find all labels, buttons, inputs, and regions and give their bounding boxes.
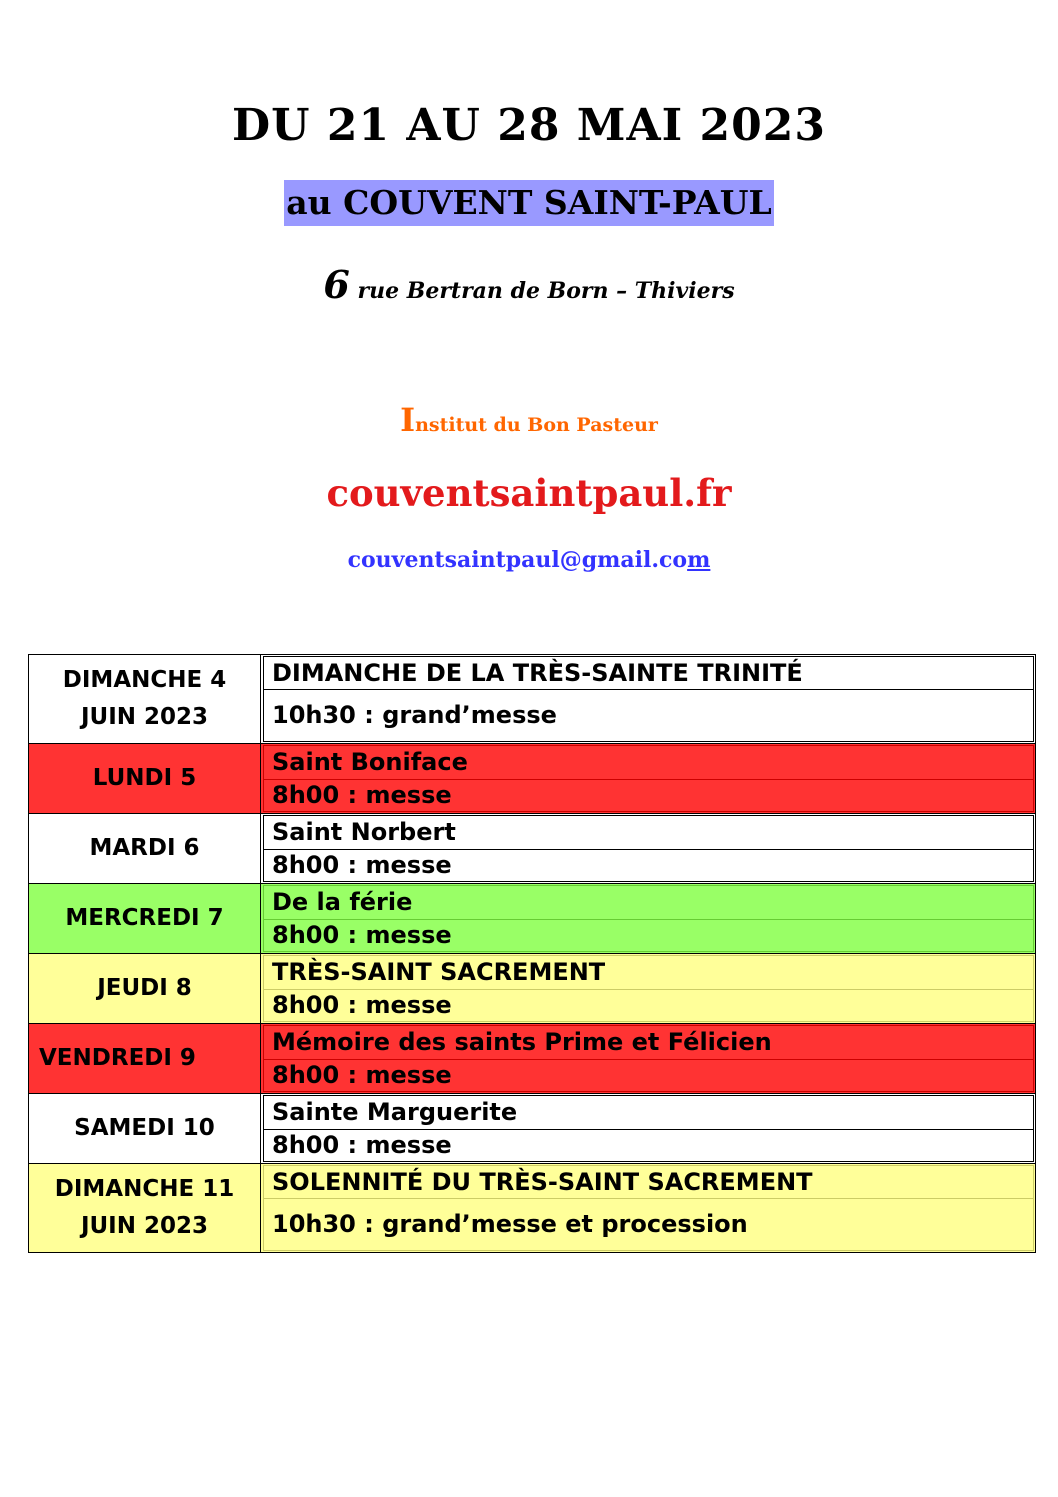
day-label: MARDI 6 xyxy=(29,814,261,883)
day-label: VENDREDI 9 xyxy=(29,1024,261,1093)
feast-name: SOLENNITÉ DU TRÈS-SAINT SACREMENT xyxy=(263,1165,1034,1199)
day-label-text: DIMANCHE 11 JUIN 2023 xyxy=(54,1176,235,1239)
website-link[interactable]: couventsaintpaul.fr xyxy=(326,471,732,515)
mass-time: 8h00 : messe xyxy=(263,1130,1034,1163)
day-info xyxy=(261,884,1035,953)
day-info xyxy=(261,1094,1035,1163)
mass-time: 10h30 : grand’messe xyxy=(263,690,1034,742)
mass-time: 8h00 : messe xyxy=(263,850,1034,883)
day-info xyxy=(261,655,1035,743)
day-info xyxy=(261,1164,1035,1252)
page-title: DU 21 AU 28 MAI 2023 xyxy=(232,100,826,151)
email-tail: m xyxy=(687,547,711,573)
schedule-row xyxy=(29,954,1035,1024)
schedule-row xyxy=(29,744,1035,814)
day-label: MERCREDI 7 xyxy=(29,884,261,953)
day-info xyxy=(261,814,1035,883)
day-info xyxy=(261,744,1035,813)
venue-line xyxy=(0,180,1058,226)
address-street: rue Bertran de Born – Thiviers xyxy=(349,278,735,304)
venue-name: au COUVENT SAINT-PAUL xyxy=(284,180,773,226)
schedule-row xyxy=(29,1024,1035,1094)
day-info xyxy=(261,1024,1035,1093)
email-link[interactable] xyxy=(0,542,1058,578)
schedule-row xyxy=(29,655,1035,744)
mass-time: 8h00 : messe xyxy=(263,990,1034,1023)
schedule-row xyxy=(29,1094,1035,1164)
address-line xyxy=(0,260,1058,316)
schedule-row xyxy=(29,884,1035,954)
feast-name: Sainte Marguerite xyxy=(263,1095,1034,1130)
day-label: SAMEDI 10 xyxy=(29,1094,261,1163)
address-number: 6 xyxy=(323,262,350,307)
feast-name: TRÈS-SAINT SACREMENT xyxy=(263,955,1034,990)
mass-time: 10h30 : grand’messe et procession xyxy=(263,1199,1034,1251)
schedule-row xyxy=(29,814,1035,884)
mass-time: 8h00 : messe xyxy=(263,1060,1034,1093)
mass-time: 8h00 : messe xyxy=(263,920,1034,953)
day-info xyxy=(261,954,1035,1023)
feast-name: Saint Boniface xyxy=(263,745,1034,780)
email-main: couventsaintpaul@gmail.co xyxy=(347,547,688,573)
mass-time: 8h00 : messe xyxy=(263,780,1034,813)
day-label xyxy=(29,1164,261,1252)
day-label: LUNDI 5 xyxy=(29,744,261,813)
schedule-table xyxy=(28,654,1036,1253)
feast-name: De la férie xyxy=(263,885,1034,920)
institut-rest: nstitut du Bon Pasteur xyxy=(415,414,658,436)
schedule-row xyxy=(29,1164,1035,1252)
feast-name: DIMANCHE DE LA TRÈS-SAINTE TRINITÉ xyxy=(263,656,1034,690)
institut-name xyxy=(0,400,1058,445)
day-label: JEUDI 8 xyxy=(29,954,261,1023)
institut-initial: I xyxy=(400,401,416,439)
day-label-text: DIMANCHE 4 JUIN 2023 xyxy=(62,667,227,730)
feast-name: Saint Norbert xyxy=(263,815,1034,850)
day-label xyxy=(29,655,261,743)
feast-name: Mémoire des saints Prime et Félicien xyxy=(263,1025,1034,1060)
